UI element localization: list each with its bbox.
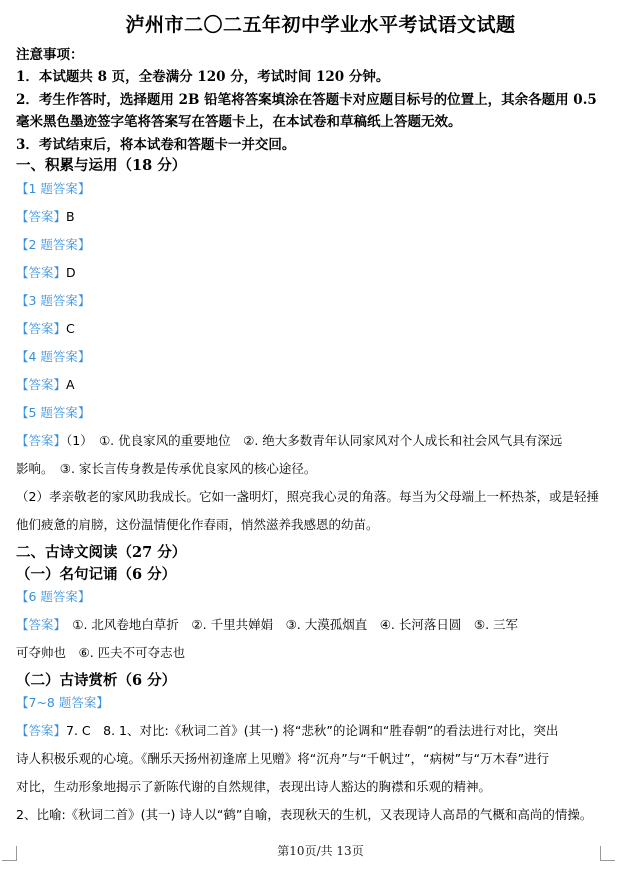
answer-text: 7. C 8. 1、对比:《秋词二首》(其一) 将“悲秋”的论调和“胜春朝”的看法进行对比，突出 [66,723,559,738]
answer-text: （1） ①. 优良家风的重要地位 ②. 绝大多数青年认同家风对个人成长和社会风气具有深远 [66,433,563,448]
q3-answer-tag: 【3 题答案】 [16,293,91,308]
note-2-line-1: 2．考生作答时，选择题用 2B 铅笔将答案填涂在答题卡对应题目标号的位置上，其余各题用 0.5 [16,92,597,108]
section-1-heading: 一、积累与运用（18 分） [16,157,187,174]
q3-answer [16,319,626,337]
answer-label: 【答案】 [16,617,60,632]
note-1: 1．本试题共 8 页，全卷满分 120 分，考试时间 120 分钟。 [16,69,390,85]
answer-label: 【答案】 [16,433,67,448]
q6-answer-line-1 [16,615,626,633]
page-number: 第10页/共 13页 [277,844,364,858]
q78-answer-line-4: 2、比喻:《秋词二首》(其一) 诗人以“鹤”自喻，表现秋天的生机，又表现诗人高昂的气概和高尚的情操。 [16,807,593,822]
q2-answer-tag: 【2 题答案】 [16,237,91,252]
q4-answer-tag: 【4 题答案】 [16,349,91,364]
answer-value: B [66,209,75,224]
q78-answer-line-1 [16,721,626,739]
answer-value: C [66,321,75,336]
section-2b-heading: （二）古诗赏析（6 分） [16,672,177,689]
notes-heading: 注意事项： [16,47,84,63]
q1-answer [16,207,626,225]
q5-answer-line-1 [16,431,626,449]
answer-label: 【答案】 [16,723,67,738]
q1-answer-tag: 【1 题答案】 [16,181,91,196]
answer-label: 【答案】 [16,377,67,392]
q5-answer-line-4: 他们疲惫的肩膀，这份温情便化作春雨，悄然滋养我感恩的幼苗。 [16,517,379,532]
answer-label: 【答案】 [16,265,67,280]
section-2-heading: 二、古诗文阅读（27 分） [16,544,187,561]
answer-value: A [66,377,75,392]
answer-text: ①. 北风卷地白草折 ②. 千里共婵娟 ③. 大漠孤烟直 ④. 长河落日圆 ⑤. 三军 [59,617,519,632]
q2-answer [16,263,626,281]
q5-answer-line-2: 影响。 ③. 家长言传身教是传承优良家风的核心途径。 [16,461,317,476]
q78-answer-line-3: 对比，生动形象地揭示了新陈代谢的自然规律，表现出诗人豁达的胸襟和乐观的精神。 [16,779,492,794]
q78-answer-line-2: 诗人积极乐观的心境。《酬乐天扬州初逢席上见赠》将“沉舟”与“千帆过”，“病树”与“万木春”进行 [16,751,550,766]
q4-answer [16,375,626,393]
note-3: 3．考试结束后，将本试卷和答题卡一并交回。 [16,137,296,153]
q78-answer-tag: 【7~8 题答案】 [16,695,109,710]
q5-answer-tag: 【5 题答案】 [16,405,91,420]
answer-value: D [66,265,76,280]
section-2a-heading: （一）名句记诵（6 分） [16,566,177,583]
q6-answer-tag: 【6 题答案】 [16,589,91,604]
note-2-line-2: 毫米黑色墨迹签字笔将答案写在答题卡上，在本试卷和草稿纸上答题无效。 [16,114,462,130]
q5-answer-line-3: （2）孝亲敬老的家风助我成长。它如一盏明灯，照亮我心灵的角落。每当为父母端上一杯热茶，或是轻捶 [16,489,599,504]
page-title: 泸州市二〇二五年初中学业水平考试语文试题 [125,14,516,36]
q6-answer-line-2: 可夺帅也 ⑥. 匹夫不可夺志也 [16,645,186,660]
answer-label: 【答案】 [16,321,67,336]
answer-label: 【答案】 [16,209,67,224]
